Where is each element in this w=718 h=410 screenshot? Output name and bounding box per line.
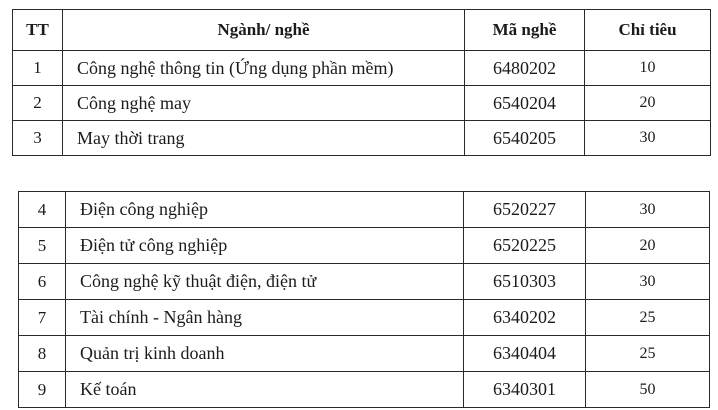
row-chitieu: 25 xyxy=(586,300,710,336)
row-tt: 6 xyxy=(19,264,66,300)
row-chitieu: 30 xyxy=(585,121,711,156)
row-nganh: Công nghệ may xyxy=(63,86,465,121)
row-chitieu: 20 xyxy=(586,228,710,264)
row-nganh: Công nghệ kỹ thuật điện, điện tử xyxy=(66,264,464,300)
table-row xyxy=(19,228,710,264)
row-tt: 3 xyxy=(13,121,63,156)
row-nganh: May thời trang xyxy=(63,121,465,156)
table-row xyxy=(13,51,711,86)
row-tt: 8 xyxy=(19,336,66,372)
table-row xyxy=(19,192,710,228)
row-ma: 6340202 xyxy=(464,300,586,336)
training-quota-table-top xyxy=(12,9,711,156)
row-chitieu: 20 xyxy=(585,86,711,121)
header-tt: TT xyxy=(13,10,63,51)
row-chitieu: 25 xyxy=(586,336,710,372)
row-ma: 6520225 xyxy=(464,228,586,264)
table-row xyxy=(19,300,710,336)
table-row xyxy=(13,86,711,121)
table-row xyxy=(19,372,710,408)
row-ma: 6520227 xyxy=(464,192,586,228)
table-row xyxy=(19,264,710,300)
row-tt: 1 xyxy=(13,51,63,86)
row-nganh: Kế toán xyxy=(66,372,464,408)
row-nganh: Điện công nghiệp xyxy=(66,192,464,228)
row-ma: 6510303 xyxy=(464,264,586,300)
row-tt: 5 xyxy=(19,228,66,264)
header-ma: Mã nghề xyxy=(465,10,585,51)
row-ma: 6480202 xyxy=(465,51,585,86)
table-row xyxy=(13,121,711,156)
header-nganh: Ngành/ nghề xyxy=(63,10,465,51)
row-ma: 6340301 xyxy=(464,372,586,408)
row-ma: 6340404 xyxy=(464,336,586,372)
row-nganh: Công nghệ thông tin (Ứng dụng phần mềm) xyxy=(63,51,465,86)
row-tt: 2 xyxy=(13,86,63,121)
row-chitieu: 50 xyxy=(586,372,710,408)
row-nganh: Điện tử công nghiệp xyxy=(66,228,464,264)
row-ma: 6540205 xyxy=(465,121,585,156)
row-chitieu: 10 xyxy=(585,51,711,86)
row-nganh: Quản trị kinh doanh xyxy=(66,336,464,372)
table-row xyxy=(19,336,710,372)
row-ma: 6540204 xyxy=(465,86,585,121)
training-quota-table-bottom xyxy=(18,191,710,408)
row-tt: 9 xyxy=(19,372,66,408)
row-tt: 7 xyxy=(19,300,66,336)
header-chitieu: Chỉ tiêu xyxy=(585,10,711,51)
row-chitieu: 30 xyxy=(586,192,710,228)
row-chitieu: 30 xyxy=(586,264,710,300)
row-tt: 4 xyxy=(19,192,66,228)
row-nganh: Tài chính - Ngân hàng xyxy=(66,300,464,336)
table-header-row xyxy=(13,10,711,51)
